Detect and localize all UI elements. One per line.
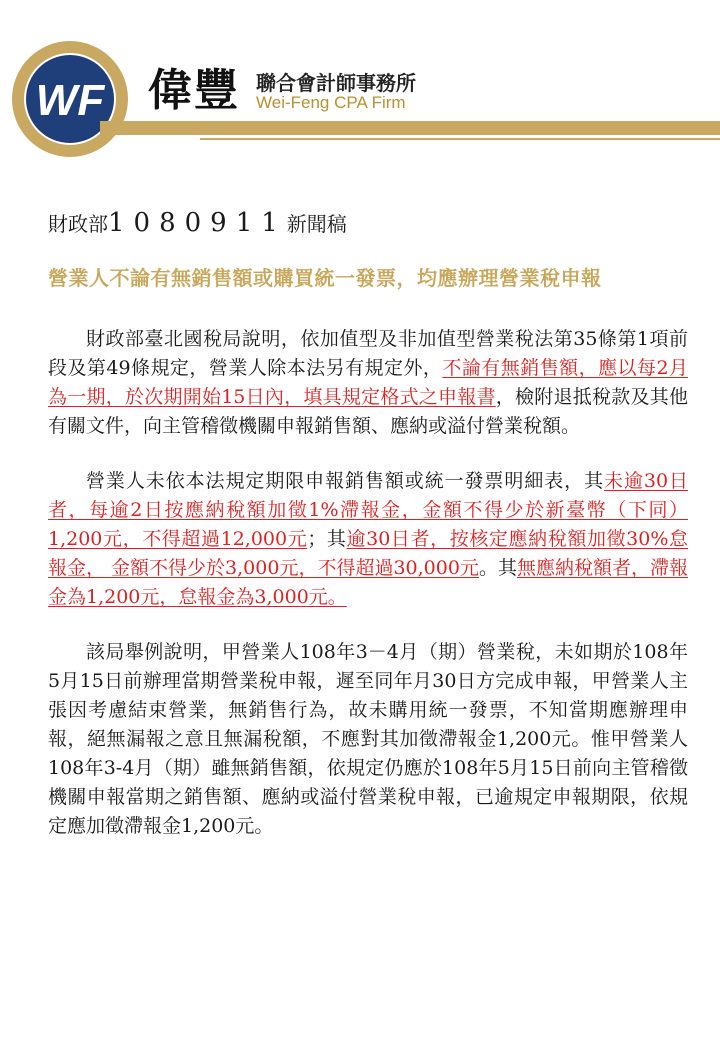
news-number: 1080911	[108, 208, 287, 238]
letterhead	[0, 0, 720, 170]
firm-name-cn: 聯合會計師事務所	[256, 71, 416, 95]
p2-highlight-3: 無應納稅額者，滯報金為1,200元，怠報金為3,000元。	[48, 557, 688, 608]
p1-text-b: ，檢附退抵稅款及其他有關文件，向主管稽徵機關申報銷售額、應納或溢付營業稅額。	[48, 386, 688, 437]
paragraph-1	[48, 325, 688, 441]
p2-highlight-1: 未逾30日者，每逾2日按應納稅額加徵1%滯報金，金額不得少於新臺幣（下同）1,200元，不得超過12,000元	[48, 470, 688, 550]
p1-highlight: 不論有無銷售額，應以每2月為一期，於次期開始15日內，填具規定格式之申報書	[48, 357, 688, 408]
p2-text-b: ；其	[307, 528, 347, 550]
p2-text-a: 營業人未依本法規定期限申報銷售額或統一發票明細表，其	[86, 470, 605, 492]
logo-wf-text: WF	[35, 76, 105, 125]
news-suffix: 新聞稿	[286, 212, 347, 236]
paragraph-3: 該局舉例說明，甲營業人108年3－4月（期）營業稅，未如期於108年5月15日前辦理當期營業稅申報，遲至同年月30日方完成申報，甲營業人主張因考慮結束營業，無銷售行為，故未購用統一發票，不知當期應辦理申報，絕無漏報之意且無漏稅額，不應對其加徵滯報金1,200元。惟甲營業人108年3-4月（期）雖無銷售額，依規定仍應於108年5月15日前向主管稽徵機關申報當期之銷售額、應納或溢付營業稅申報，已逾規定申報期限，依規定應加徵滯報金1,200元。	[48, 641, 688, 837]
firm-name-en: Wei-Feng CPA Firm	[256, 93, 406, 112]
press-release-body	[48, 206, 688, 841]
paragraph-2	[48, 467, 688, 612]
news-prefix: 財政部	[48, 212, 108, 236]
brand-name-cn: 偉豐	[148, 65, 240, 116]
p2-highlight-2: 逾30日者，按核定應納稅額加徵30%怠報金， 金額不得少於3,000元，不得超過30,000元	[48, 528, 688, 579]
p2-text-c: 。其	[478, 557, 517, 579]
press-release-id	[48, 206, 688, 241]
p1-text-a: 財政部臺北國稅局說明，依加值型及非加值型營業稅法第35條第1項前段及第49條規定，營業人除本法另有規定外，	[48, 328, 688, 379]
headline: 營業人不論有無銷售額或購買統一發票，均應辦理營業稅申報	[48, 266, 602, 290]
